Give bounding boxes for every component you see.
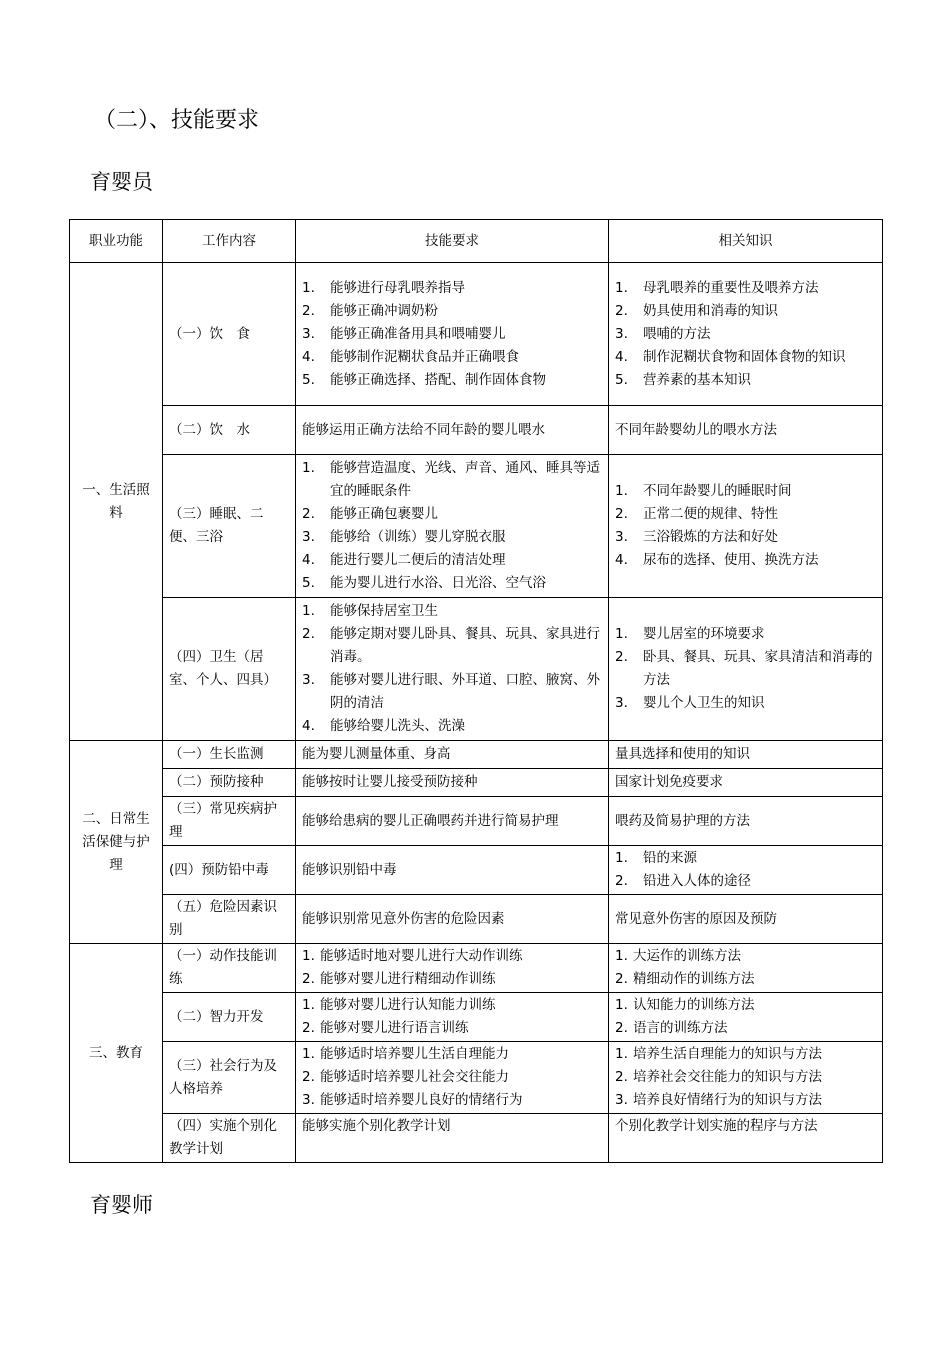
list-text: 婴儿个人卫生的知识 [643,695,765,711]
list-text: 能够对婴儿进行认知能力训练 [320,997,496,1013]
knowledge-cell [609,263,883,406]
list-text: 精细动作的训练方法 [633,971,755,987]
knowledge-cell [609,455,883,598]
list-item [615,1017,876,1040]
skills-cell [296,455,609,598]
list-item [302,600,602,623]
list-text: 能够适时培养婴儿生活自理能力 [320,1046,509,1062]
section-heading: （二）、技能要求 [94,108,260,133]
list-text: 铅进入人体的途径 [643,873,751,889]
list-text: 能够适时培养婴儿社会交往能力 [320,1069,509,1085]
list-number: 2. [615,1020,628,1036]
list-text: 能够对婴儿进行精细动作训练 [320,971,496,987]
list-text: 能够营造温度、光线、声音、通风、睡具等适宜的睡眠条件 [330,460,600,499]
list-item [615,692,876,715]
list-number: 1. [302,997,315,1013]
list-text: 能够适时地对婴儿进行大动作训练 [320,948,523,964]
table-row [70,263,883,406]
header-knowledge: 相关知识 [609,220,883,263]
list-item [615,300,876,323]
knowledge-cell [609,1042,883,1114]
list-item [302,503,602,526]
header-content: 工作内容 [163,220,296,263]
header-skills: 技能要求 [296,220,609,263]
list-item [615,480,876,503]
table-row [70,1042,883,1114]
list-number: 2. [302,971,315,987]
content-cell: （三）社会行为及人格培养 [163,1042,296,1114]
list-item [615,323,876,346]
list-number: 3. [302,325,315,342]
table-row [70,769,883,797]
knowledge-cell: 常见意外伤害的原因及预防 [609,895,883,944]
list-number: 1. [615,626,628,642]
list-number: 1. [615,850,628,866]
list-item [302,526,602,549]
knowledge-cell: 个别化教学计划实施的程序与方法 [609,1114,883,1163]
list-number: 2. [302,626,315,642]
list-item [615,945,876,968]
list-item [302,323,602,346]
knowledge-cell: 量具选择和使用的知识 [609,741,883,769]
function-cell: 二、日常生活保健与护理 [70,741,163,944]
knowledge-cell [609,944,883,993]
list-item [615,1043,876,1066]
list-text: 能够进行母乳喂养指导 [330,279,465,296]
list-number: 1. [615,948,628,964]
list-item [615,346,876,369]
table-row [70,598,883,741]
list-text: 能够给（训练）婴儿穿脱衣服 [330,529,506,545]
list-text: 认知能力的训练方法 [633,997,755,1013]
skills-cell: 能够给患病的婴儿正确喂药并进行简易护理 [296,797,609,846]
skills-cell: 能为婴儿测量体重、身高 [296,741,609,769]
list-number: 4. [615,348,628,365]
table-row [70,406,883,455]
header-function: 职业功能 [70,220,163,263]
list-text: 大运作的训练方法 [633,948,741,964]
subheading-nursery-teacher: 育婴师 [90,1193,153,1217]
list-text: 喂哺的方法 [643,325,711,342]
list-number: 3. [302,1092,315,1108]
list-number: 1. [302,603,315,619]
content-cell: （三）常见疾病护理 [163,797,296,846]
list-item [615,1066,876,1089]
content-cell: （二）智力开发 [163,993,296,1042]
content-cell: （二）饮 水 [163,406,296,455]
list-text: 能为婴儿进行水浴、日光浴、空气浴 [330,575,546,591]
table-row [70,455,883,598]
list-number: 1. [302,948,315,964]
knowledge-cell [609,598,883,741]
list-number: 4. [615,552,628,568]
list-number: 5. [302,371,315,388]
list-text: 能够对婴儿进行语言训练 [320,1020,469,1036]
skills-cell: 能够识别常见意外伤害的危险因素 [296,895,609,944]
list-item [615,503,876,526]
list-number: 2. [615,971,628,987]
list-text: 三浴锻炼的方法和好处 [643,529,778,545]
list-text: 能进行婴儿二便后的清洁处理 [330,552,506,568]
knowledge-cell [609,846,883,895]
list-item [615,277,876,300]
list-text: 语言的训练方法 [633,1020,728,1036]
skills-cell [296,944,609,993]
list-number: 1. [302,460,315,476]
table-row [70,895,883,944]
content-cell: （五）危险因素识别 [163,895,296,944]
list-item [302,346,602,369]
skills-cell: 能够实施个别化教学计划 [296,1114,609,1163]
list-item [302,300,602,323]
skills-cell [296,1042,609,1114]
table-row [70,1114,883,1163]
list-number: 3. [615,325,628,342]
list-item [615,549,876,572]
skills-table [69,219,883,1163]
list-text: 尿布的选择、使用、换洗方法 [643,552,819,568]
list-item [615,526,876,549]
list-item [302,968,602,991]
skills-cell [296,993,609,1042]
skills-cell: 能够按时让婴儿接受预防接种 [296,769,609,797]
knowledge-cell: 喂药及简易护理的方法 [609,797,883,846]
list-text: 能够正确选择、搭配、制作固体食物 [330,371,546,388]
list-number: 4. [302,552,315,568]
list-item [302,1043,602,1066]
content-cell: （四）卫生（居室、个人、四具） [163,598,296,741]
list-number: 2. [302,1020,315,1036]
skills-cell [296,598,609,741]
list-text: 能够适时培养婴儿良好的情绪行为 [320,1092,523,1108]
list-number: 2. [615,302,628,319]
list-number: 2. [302,1069,315,1085]
list-text: 营养素的基本知识 [643,371,751,388]
knowledge-cell: 不同年龄婴幼儿的喂水方法 [609,406,883,455]
table-row [70,944,883,993]
list-text: 能够给婴儿洗头、洗澡 [330,718,465,734]
list-item [302,1066,602,1089]
list-number: 4. [302,718,315,734]
list-text: 制作泥糊状食物和固体食物的知识 [643,348,846,365]
list-number: 5. [615,371,628,388]
content-cell: （一）饮 食 [163,263,296,406]
list-number: 1. [615,483,628,499]
knowledge-cell [609,993,883,1042]
list-number: 3. [615,529,628,545]
list-item [302,623,602,669]
content-cell: （二）预防接种 [163,769,296,797]
list-text: 婴儿居室的环境要求 [643,626,765,642]
skills-cell: 能够识别铅中毒 [296,846,609,895]
list-item [615,369,876,392]
list-text: 培养良好情绪行为的知识与方法 [633,1092,822,1108]
list-text: 奶具使用和消毒的知识 [643,302,778,319]
list-item [615,646,876,692]
content-cell: (四）预防铅中毒 [163,846,296,895]
list-number: 1. [615,997,628,1013]
list-item [615,968,876,991]
list-number: 1. [615,1046,628,1062]
list-text: 培养生活自理能力的知识与方法 [633,1046,822,1062]
list-text: 母乳喂养的重要性及喂养方法 [643,279,819,296]
list-item [302,715,602,738]
table-row [70,846,883,895]
list-text: 铅的来源 [643,850,697,866]
list-item [302,945,602,968]
list-item [615,870,876,893]
list-number: 1. [615,279,628,296]
list-number: 1. [302,1046,315,1062]
subheading-nursery-worker: 育婴员 [90,170,153,194]
list-number: 2. [615,506,628,522]
list-item [302,1017,602,1040]
list-text: 不同年龄婴儿的睡眠时间 [643,483,792,499]
table-row [70,741,883,769]
list-item [302,1089,602,1112]
function-cell: 一、生活照料 [70,263,163,741]
list-text: 正常二便的规律、特性 [643,506,778,522]
list-text: 能够对婴儿进行眼、外耳道、口腔、腋窝、外阴的清洁 [330,672,600,711]
knowledge-cell: 国家计划免疫要求 [609,769,883,797]
content-cell: （一）动作技能训练 [163,944,296,993]
list-number: 2. [615,1069,628,1085]
list-item [615,1089,876,1112]
table-row [70,797,883,846]
list-item [615,847,876,870]
content-cell: （一）生长监测 [163,741,296,769]
list-number: 2. [302,506,315,522]
list-number: 3. [615,695,628,711]
content-cell: （三）睡眠、二便、三浴 [163,455,296,598]
list-text: 能够正确冲调奶粉 [330,302,438,319]
list-text: 能够正确包裹婴儿 [330,506,438,522]
list-text: 培养社会交往能力的知识与方法 [633,1069,822,1085]
table-row [70,993,883,1042]
list-item [615,623,876,646]
content-cell: （四）实施个别化教学计划 [163,1114,296,1163]
list-text: 卧具、餐具、玩具、家具清洁和消毒的方法 [643,649,873,688]
list-number: 2. [302,302,315,319]
list-item [302,994,602,1017]
list-item [302,572,602,595]
list-text: 能够定期对婴儿卧具、餐具、玩具、家具进行消毒。 [330,626,600,665]
list-item [302,277,602,300]
list-number: 3. [302,529,315,545]
list-text: 能够正确准备用具和喂哺婴儿 [330,325,506,342]
list-number: 3. [302,672,315,688]
list-number: 3. [615,1092,628,1108]
list-number: 4. [302,348,315,365]
list-number: 1. [302,279,315,296]
list-number: 2. [615,873,628,889]
list-item [302,369,602,392]
skills-cell [296,263,609,406]
table-header-row [70,220,883,263]
list-item [615,994,876,1017]
list-text: 能够保持居室卫生 [330,603,438,619]
function-cell: 三、教育 [70,944,163,1163]
list-item [302,669,602,715]
list-number: 5. [302,575,315,591]
list-item [302,549,602,572]
skills-cell: 能够运用正确方法给不同年龄的婴儿喂水 [296,406,609,455]
list-number: 2. [615,649,628,665]
list-item [302,457,602,503]
list-text: 能够制作泥糊状食品并正确喂食 [330,348,519,365]
